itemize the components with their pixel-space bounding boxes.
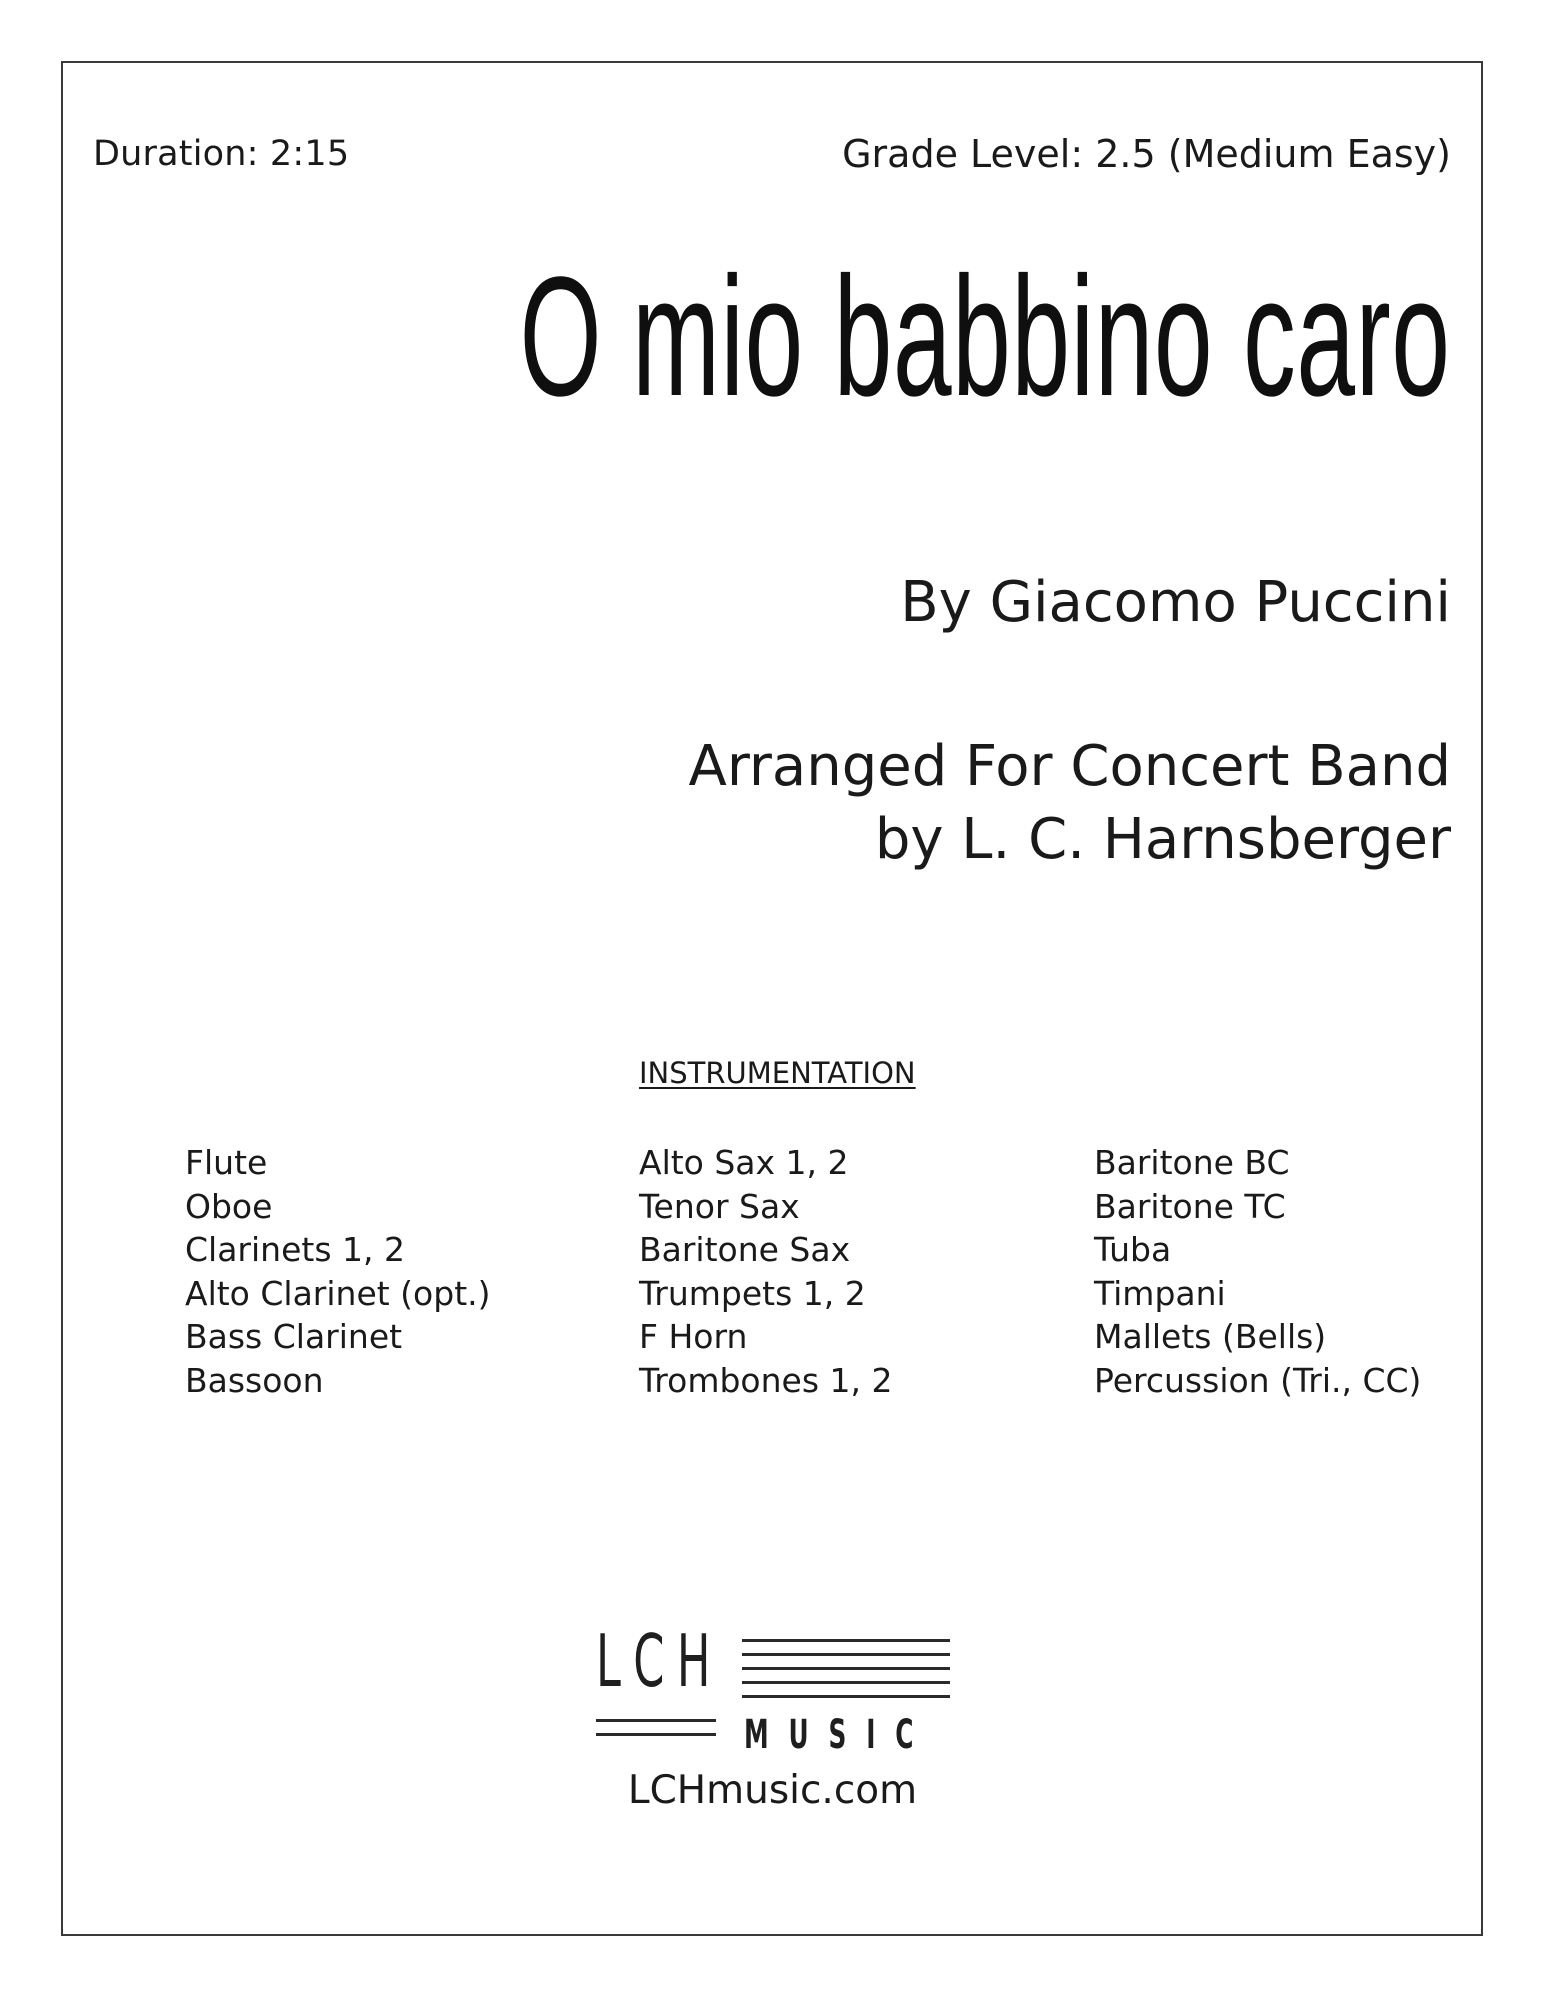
instrument-column-2 xyxy=(639,1141,893,1402)
instrument-item: Tuba xyxy=(1094,1230,1172,1269)
instrument-item: Alto Clarinet (opt.) xyxy=(185,1273,491,1313)
duration-label: Duration: 2:15 xyxy=(93,134,350,174)
instrument-item: Oboe xyxy=(185,1186,273,1226)
arranger-credit xyxy=(689,730,1451,876)
logo-music-text: MUSIC xyxy=(744,1712,934,1758)
lch-music-logo xyxy=(596,1619,950,1758)
composer-credit: By Giacomo Puccini xyxy=(900,570,1451,635)
logo-staff-line xyxy=(742,1681,950,1684)
instrument-item: Alto Sax 1, 2 xyxy=(639,1143,849,1182)
instrument-column-3 xyxy=(1094,1141,1421,1402)
arranger-line-2: by L. C. Harnsberger xyxy=(874,807,1451,872)
instrument-item: Flute xyxy=(185,1143,268,1182)
instrument-item: Baritone Sax xyxy=(639,1230,851,1269)
logo-staff-line xyxy=(742,1639,950,1642)
instrument-item: Trombones 1, 2 xyxy=(639,1360,893,1400)
instrument-item: Bassoon xyxy=(185,1360,324,1400)
instrument-item: Tenor Sax xyxy=(639,1186,800,1226)
logo-staff-line xyxy=(596,1719,716,1722)
piece-title: O mio babbino caro xyxy=(520,242,1451,432)
instrument-column-1 xyxy=(185,1141,491,1402)
instrument-item: Baritone TC xyxy=(1094,1186,1286,1226)
instrument-item: Timpani xyxy=(1094,1273,1226,1313)
arranger-line-1: Arranged For Concert Band xyxy=(688,734,1451,799)
website-link[interactable]: LCHmusic.com xyxy=(627,1768,918,1813)
logo-staff-line xyxy=(742,1667,950,1670)
instrument-item: Trumpets 1, 2 xyxy=(639,1273,866,1313)
instrument-item: Baritone BC xyxy=(1094,1143,1290,1182)
instrument-item: Percussion (Tri., CC) xyxy=(1094,1360,1422,1400)
instrument-item: Clarinets 1, 2 xyxy=(185,1230,405,1269)
grade-level-label: Grade Level: 2.5 (Medium Easy) xyxy=(842,132,1451,176)
logo-staff-line xyxy=(596,1733,716,1736)
logo-staff-line xyxy=(742,1695,950,1698)
instrument-item: Bass Clarinet xyxy=(185,1317,403,1356)
instrumentation-heading: INSTRUMENTATION xyxy=(639,1056,916,1090)
logo-lch-text: LCH xyxy=(596,1619,723,1703)
instrument-item: Mallets (Bells) xyxy=(1094,1317,1327,1356)
instrument-item: F Horn xyxy=(639,1317,748,1356)
logo-staff-line xyxy=(742,1653,950,1656)
